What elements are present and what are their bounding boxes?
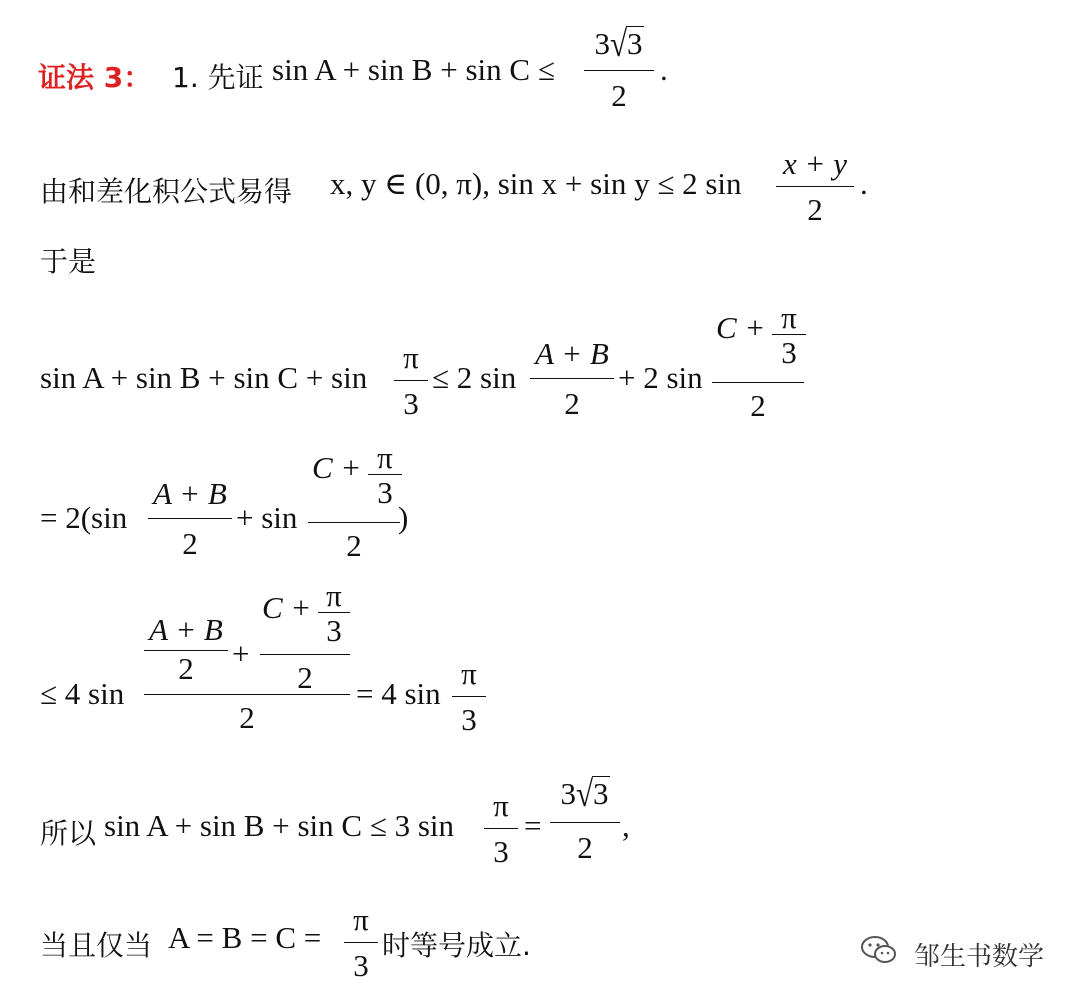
numerator-c: C + <box>716 310 766 345</box>
denominator: 2 <box>346 528 362 563</box>
watermark-text: 邹生书数学 <box>913 942 1044 972</box>
numerator: x + y <box>783 146 847 181</box>
equality-expression: A = B = C = <box>168 920 322 955</box>
fraction-a-plus-b-over-2 <box>530 336 614 426</box>
denominator: 3 <box>493 834 509 869</box>
fraction-x-plus-y-over-2 <box>776 146 854 230</box>
eq3-start: ≤ 4 sin <box>40 676 125 711</box>
proof-label: 证法 3： <box>38 61 152 94</box>
denominator: 2 <box>750 388 766 423</box>
inner-plus: + <box>232 636 250 671</box>
fraction-a-plus-b-over-2 <box>148 476 232 566</box>
equality-holds-text: 时等号成立. <box>382 929 531 962</box>
eq1-le: ≤ 2 sin <box>432 360 517 395</box>
wechat-icon <box>860 934 898 966</box>
coef: 3 <box>594 26 610 61</box>
denominator: 2 <box>577 830 593 865</box>
fraction-pi-over-3 <box>452 656 486 740</box>
period: . <box>660 52 668 87</box>
radicand: 3 <box>593 776 609 811</box>
inner-pi: π <box>781 300 797 335</box>
equals: = <box>524 808 542 843</box>
numerator: A + B <box>153 476 227 511</box>
inner-3: 3 <box>377 475 393 510</box>
eq2-start: = 2(sin <box>40 500 128 535</box>
denominator: 2 <box>611 78 627 113</box>
eq2-mid: + sin <box>236 500 298 535</box>
inner-b-den: 2 <box>297 660 313 695</box>
fraction-pi-over-3 <box>394 340 428 424</box>
period: . <box>860 166 868 201</box>
sum-to-product-expression: x, y ∈ (0, π), sin x + sin y ≤ 2 sin <box>330 166 742 201</box>
sqrt-icon: √ <box>609 22 627 65</box>
outer-denominator: 2 <box>239 700 255 735</box>
denominator: 3 <box>403 386 419 421</box>
fraction-pi-over-3 <box>344 902 378 986</box>
denominator: 3 <box>461 702 477 737</box>
eq3-rhs: = 4 sin <box>356 676 441 711</box>
denominator: 2 <box>182 526 198 561</box>
inner-pi: π <box>326 578 342 613</box>
inner-a-plus-b: A + B <box>149 612 223 647</box>
inequality-expression: sin A + sin B + sin C ≤ <box>272 52 555 87</box>
fraction-pi-over-3 <box>484 788 518 872</box>
numerator-c: C + <box>312 450 362 485</box>
denominator: 3 <box>353 948 369 983</box>
inner-pi: π <box>377 440 393 475</box>
numerator: π <box>461 656 477 691</box>
eq1-lhs: sin A + sin B + sin C + sin <box>40 360 368 395</box>
sum-to-product-text: 由和差化积公式易得 <box>40 175 293 208</box>
inner-3: 3 <box>781 335 797 370</box>
fraction-3sqrt3-over-2 <box>584 22 654 122</box>
numerator: π <box>493 788 509 823</box>
comma: , <box>622 808 630 843</box>
conclusion-expression: sin A + sin B + sin C ≤ 3 sin <box>104 808 455 843</box>
numerator: π <box>403 340 419 375</box>
compound-fraction <box>144 578 350 738</box>
inner-a-den: 2 <box>178 651 194 686</box>
close-paren: ) <box>398 500 409 535</box>
inner-c: C + <box>262 590 312 625</box>
fraction-c-plus-pi3-over-2 <box>308 440 400 566</box>
so-text: 所以 <box>40 817 97 850</box>
sqrt-icon: √ <box>575 772 593 815</box>
iff-text: 当且仅当 <box>40 929 153 962</box>
therefore-text: 于是 <box>40 245 97 278</box>
denominator: 2 <box>807 192 823 227</box>
coef: 3 <box>560 776 576 811</box>
radicand: 3 <box>627 26 643 61</box>
fraction-3sqrt3-over-2 <box>550 772 620 872</box>
inner-3: 3 <box>326 613 342 648</box>
step-label: 1. 先证 <box>172 61 264 94</box>
denominator: 2 <box>564 386 580 421</box>
fraction-c-plus-pi3-over-2 <box>712 300 804 426</box>
numerator: A + B <box>535 336 609 371</box>
eq1-mid: + 2 sin <box>618 360 703 395</box>
numerator: π <box>353 902 369 937</box>
